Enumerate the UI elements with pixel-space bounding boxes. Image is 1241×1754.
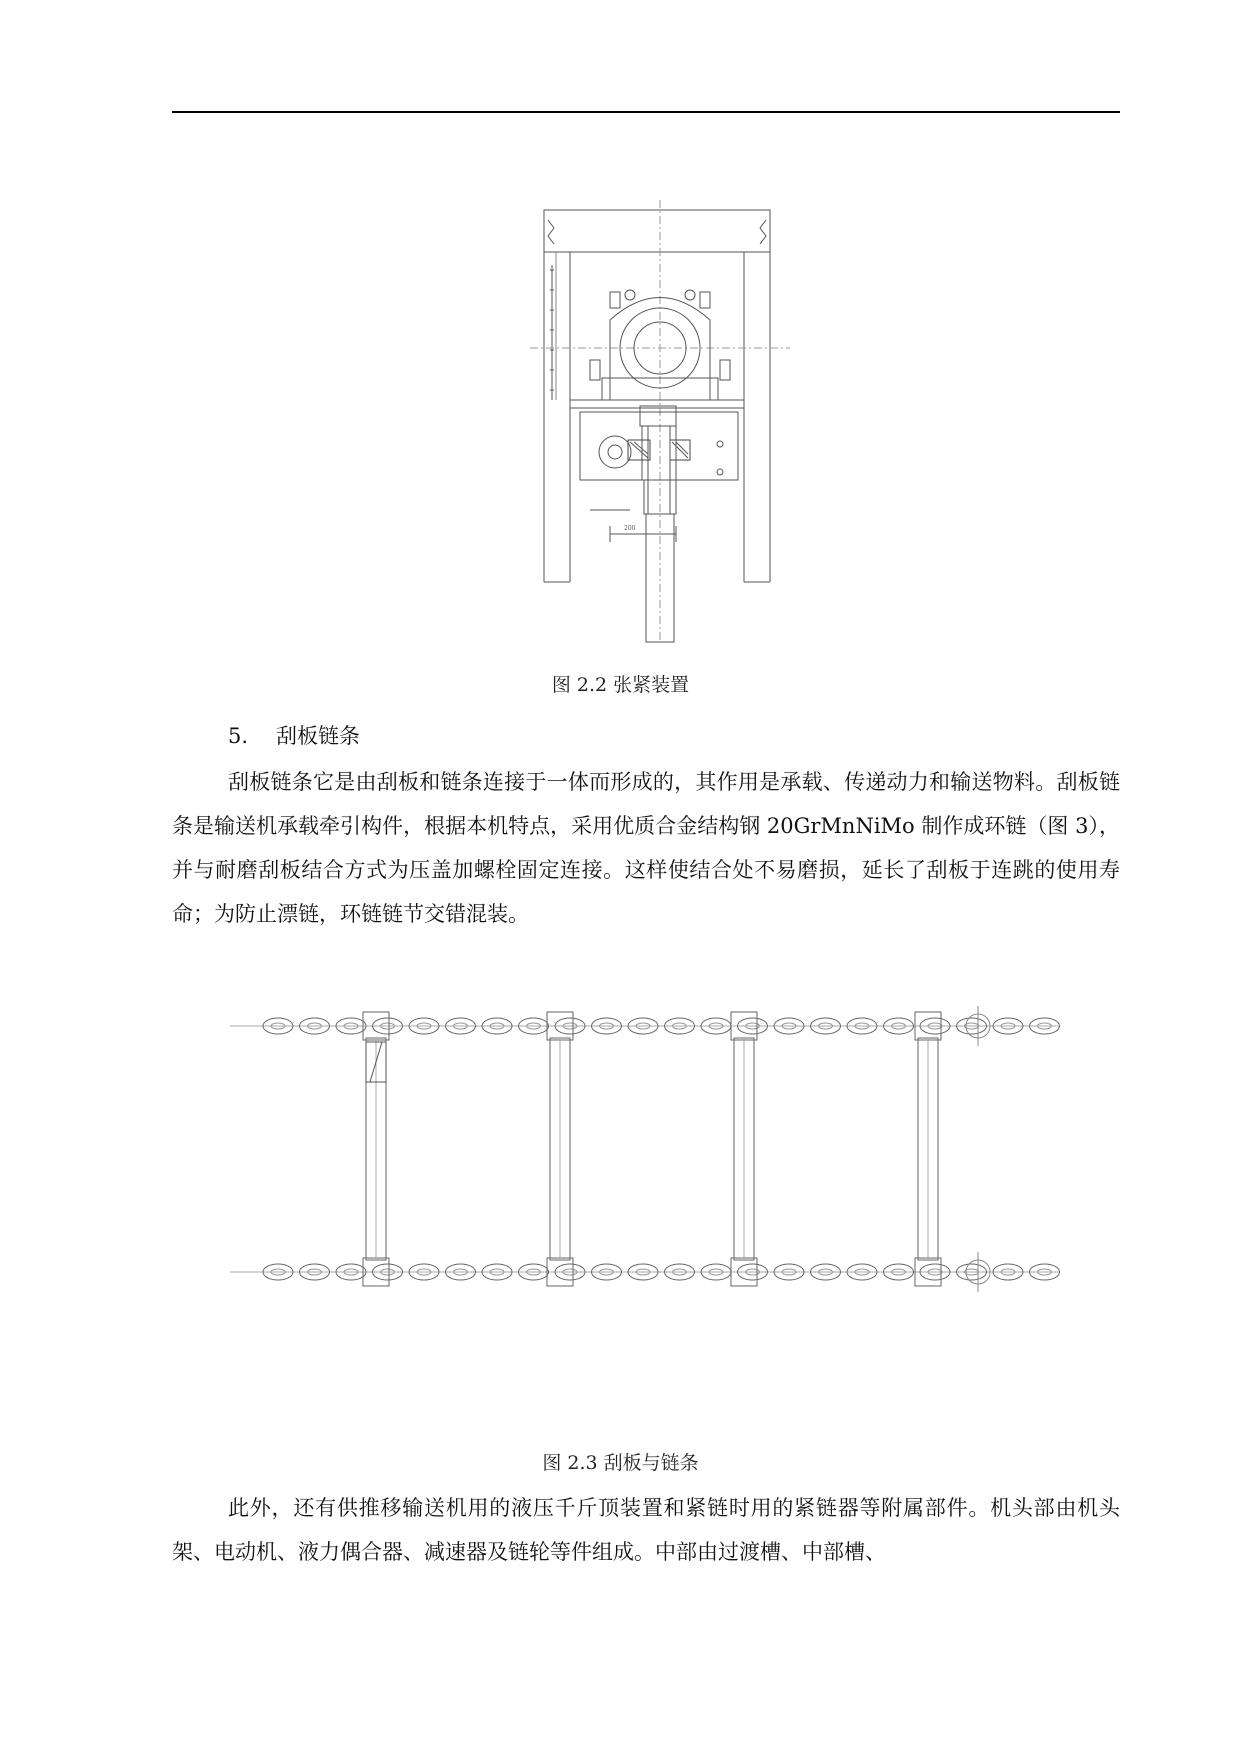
- dimension-label: 200: [624, 525, 636, 532]
- section-number: 5.: [228, 724, 249, 748]
- header-rule: [172, 111, 1120, 113]
- scraper-bars: [363, 1012, 941, 1286]
- scraper-chain-drawing: [230, 1000, 1060, 1300]
- section-title: 刮板链条: [276, 724, 360, 748]
- figure-2-2-caption: 图 2.2 张紧装置: [551, 674, 690, 696]
- tensioning-device-drawing: [530, 200, 790, 650]
- figure-2-3-caption: 图 2.3 刮板与链条: [542, 1452, 699, 1474]
- section-heading: [228, 720, 360, 750]
- paragraph-1: 刮板链条它是由刮板和链条连接于一体而形成的，其作用是承载、传递动力和输送物料。刮板链条是输送机承载牵引构件，根据本机特点，采用优质合金结构钢 20GrMnNiMo 制作成环链（图 3），并与耐磨刮板结合方式为压盖加螺栓固定连接。这样使结合处不易磨损，延长了刮板于连跳的使用寿命；为防止漂链，环链链节交错混装。: [172, 770, 1120, 926]
- paragraph-2: 此外，还有供推移输送机用的液压千斤顶装置和紧链时用的紧链器等附属部件。机头部由机头架、电动机、液力偶合器、减速器及链轮等件组成。中部由过渡槽、中部槽、: [172, 1496, 1120, 1564]
